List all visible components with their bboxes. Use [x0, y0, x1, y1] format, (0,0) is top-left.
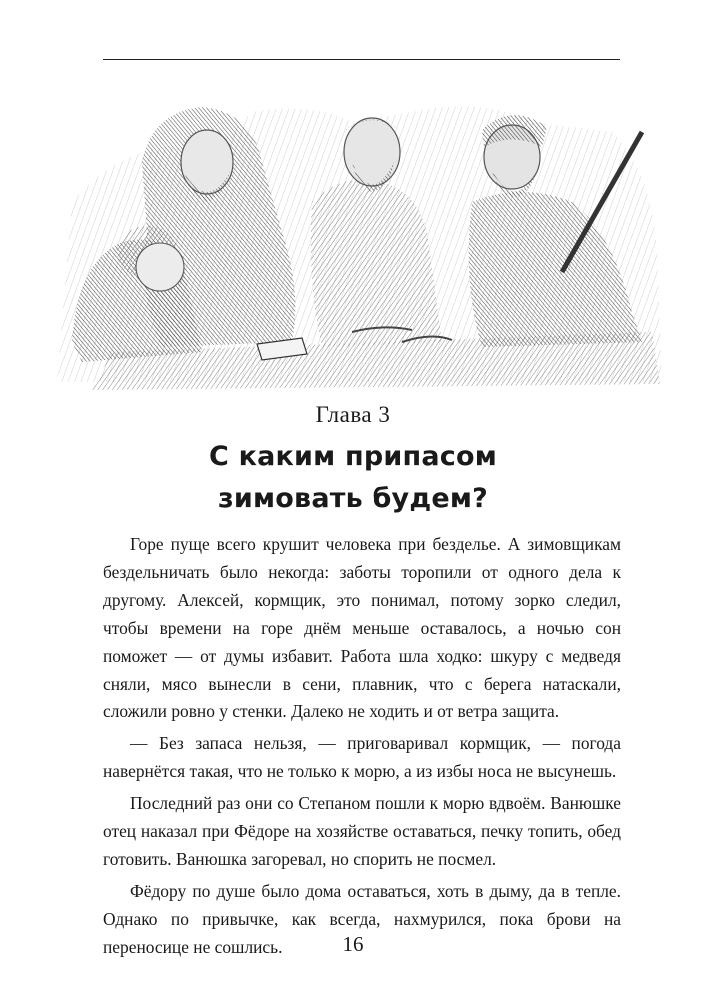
page-number: 16 [342, 932, 364, 956]
pencil-sketch-illustration [52, 92, 662, 392]
header-rule [103, 59, 620, 60]
body-text [103, 531, 621, 966]
paragraph: Горе пуще всего крушит человека при безделье. А зимовщикам бездельничать было некогда: заботы торопили от одного дела к другому. Алексей, кормщик, это понимал, потому зорко следил, чтобы времени на горе днём меньше оставалось, а ночью сон поможет — от думы избавит. Работа шла ходко: шкуру с медведя сняли, мясо вынесли в сени, плавник, что с берега натаскали, сложили ровно у стенки. Далеко не ходить и от ветра защита. [103, 534, 621, 722]
chapter-label: Глава 3 [315, 402, 391, 427]
chapter-title-line-2: зимовать будем? [218, 483, 488, 514]
paragraph: Фёдору по душе было дома оставаться, хоть в дыму, да в тепле. Однако по привычке, как всегда, нахмурился, пока брови на переносице не сошлись. [103, 880, 621, 957]
chapter-title-line-1: С каким припасом [208, 441, 498, 472]
chapter-illustration [52, 92, 662, 392]
paragraph: Последний раз они со Степаном пошли к морю вдвоём. Ванюшке отец наказал при Фёдоре на хозяйстве оставаться, печку топить, обед готовить. Ванюшка загоревал, но спорить не посмел. [103, 793, 621, 869]
chapter-title [0, 436, 706, 520]
paragraph: — Без запаса нельзя, — приговаривал кормщик, — погода навернётся такая, что не только к морю, а из избы носа не высунешь. [103, 733, 621, 782]
